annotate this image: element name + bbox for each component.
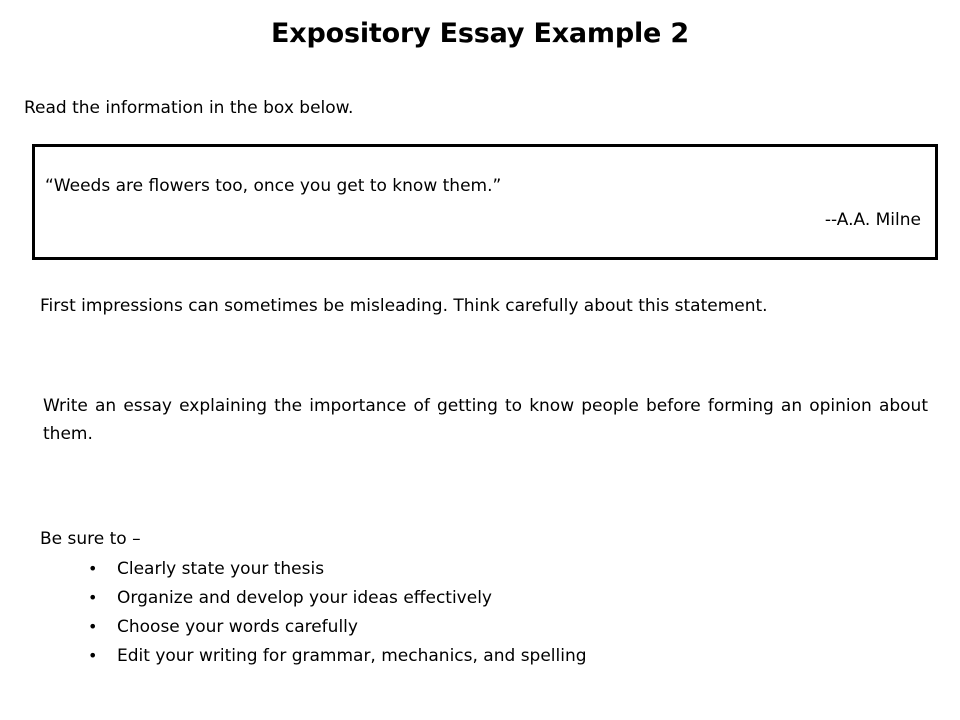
list-item bbox=[88, 645, 587, 674]
list-item bbox=[88, 616, 587, 645]
quote-box bbox=[32, 144, 938, 260]
statement-text: First impressions can sometimes be misleading. Think carefully about this statement. bbox=[40, 296, 768, 316]
list-item-label: Clearly state your thesis bbox=[117, 559, 325, 579]
reminder-heading: Be sure to – bbox=[40, 529, 141, 549]
list-item-label: Organize and develop your ideas effectively bbox=[117, 588, 492, 608]
quote-attribution: --A.A. Milne bbox=[824, 210, 921, 230]
essay-prompt: Write an essay explaining the importance of getting to know people before forming an opinion about them. bbox=[43, 396, 928, 444]
list-item-label: Choose your words carefully bbox=[117, 617, 358, 637]
bullet-icon: • bbox=[88, 617, 98, 636]
page-title: Expository Essay Example 2 bbox=[271, 18, 689, 49]
list-item bbox=[88, 587, 587, 616]
bullet-icon: • bbox=[88, 646, 98, 665]
bullet-icon: • bbox=[88, 559, 98, 578]
quote-text: “Weeds are flowers too, once you get to know them.” bbox=[45, 176, 502, 196]
reminder-list bbox=[88, 558, 587, 674]
list-item bbox=[88, 558, 587, 587]
instruction-text: Read the information in the box below. bbox=[24, 98, 354, 118]
bullet-icon: • bbox=[88, 588, 98, 607]
list-item-label: Edit your writing for grammar, mechanics, and spelling bbox=[117, 646, 587, 666]
